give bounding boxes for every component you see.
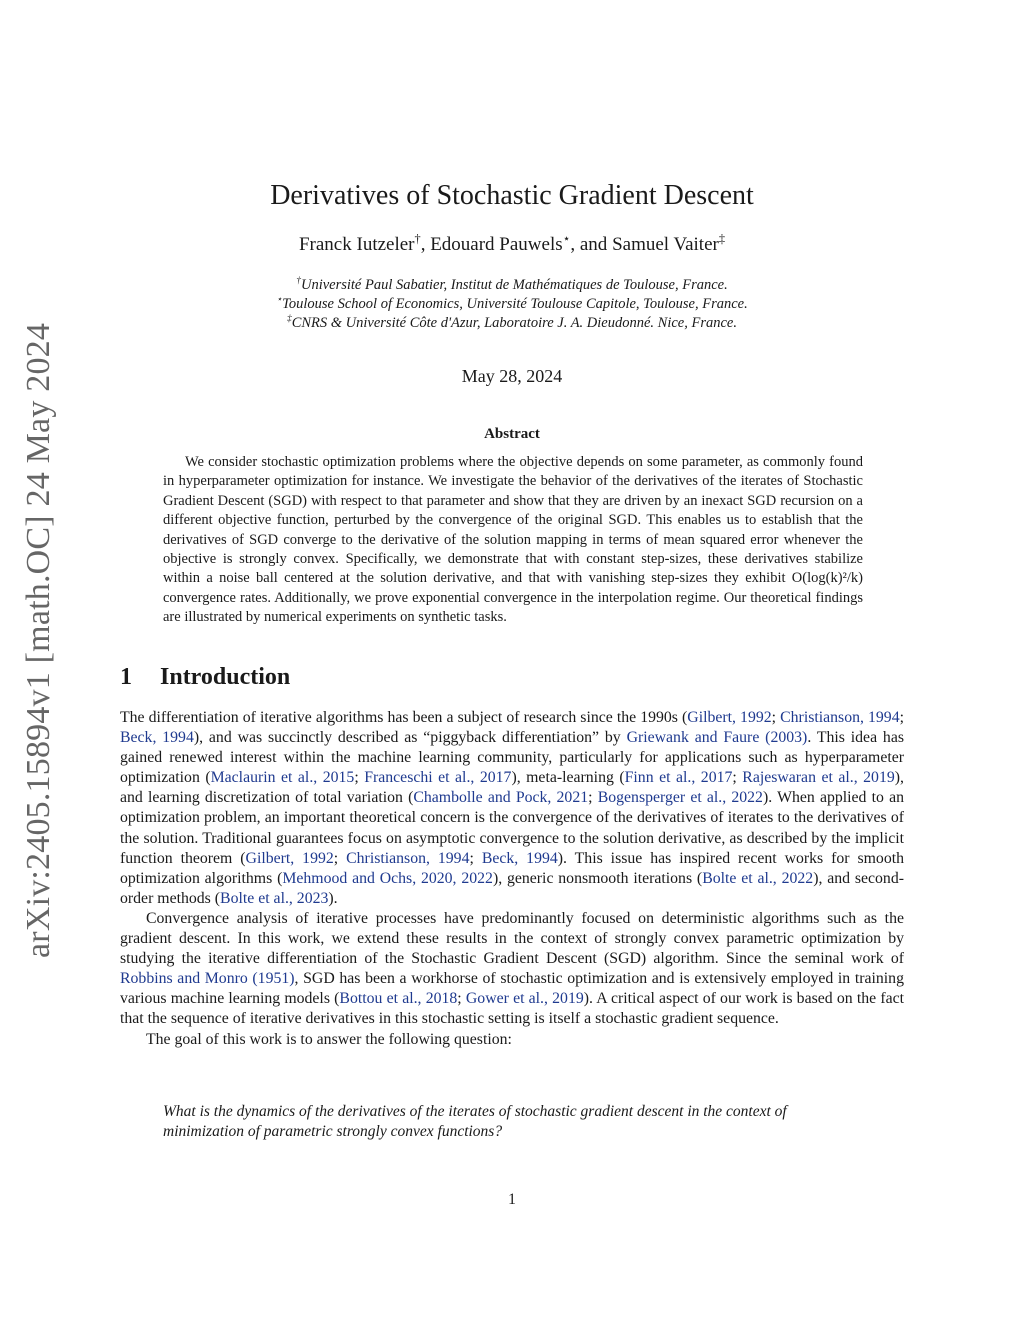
citation-link[interactable]: Beck, 1994 [481,849,558,867]
citation-link[interactable]: Bolte et al., 2022 [702,869,814,887]
text-run: ). When applied to an optimization problem, an important theoretical concern is the convergence of the derivatives of iterates to the derivatives of the solution. Traditional guarantees focus on asymptotic convergence to the solution derivative, as described by the implicit function theorem ( [120,789,904,867]
text-run: ), and was succinctly described as “piggyback differentiation” by [193,729,627,747]
author-3-mark: ‡ [718,231,725,246]
text-run: ; [354,769,365,787]
citation-link[interactable]: Finn et al., 2017 [624,769,733,787]
paragraph-1 [120,708,904,909]
affiliation-text: Toulouse School of Economics, Université Toulouse Capitole, Toulouse, France. [282,296,748,312]
arxiv-sidebar-stamp: arXiv:2405.15894v1 [math.OC] 24 May 2024 [20,322,57,958]
text-run: Convergence analysis of iterative processes have predominantly focused on deterministic algorithms such as the gradient descent. In this work, we extend these results in the context of strongly convex parametric optimization by studying the iterative differentiation of the Stochastic Gradient Descent (SGD) algorithm. Since the seminal work of [120,909,904,968]
affiliation-mark: ‡ [286,314,292,325]
paper-date: May 28, 2024 [461,366,563,386]
paragraph-3: The goal of this work is to answer the following question: [146,1030,512,1048]
affiliation [0,295,1024,314]
section-body [120,708,904,1050]
text-run: ). [328,889,338,907]
text-run: ), and second-order methods ( [120,869,904,907]
citation-link[interactable]: Gower et al., 2019 [465,990,584,1008]
citation-link[interactable]: Bogensperger et al., 2022 [597,789,763,807]
section-title: Introduction [160,664,291,690]
text-run: ), meta-learning ( [511,769,625,787]
affiliation [0,276,1024,295]
citation-link[interactable]: Maclaurin et al., 2015 [210,769,355,787]
section-number: 1 [120,664,132,690]
citation-link[interactable]: Rajeswaran et al., 2019 [742,769,895,787]
citation-link[interactable]: Bolte et al., 2023 [220,889,329,907]
text-run: ; [771,709,781,726]
text-run: , SGD has been a workhorse of stochastic optimization and is extensively employed in training various machine learning models ( [120,970,904,1008]
citation-link[interactable]: Gilbert, 1992 [245,849,334,867]
citation-link[interactable]: Christianson, 1994 [346,849,470,867]
page-number: 1 [508,1191,516,1208]
text-run: ; [732,769,743,787]
citation-link[interactable]: Robbins and Monro (1951) [120,970,295,988]
text-run: ), and learning discretization of total variation ( [120,769,904,807]
abstract-heading: Abstract [484,426,540,442]
text-run: ; [899,709,904,726]
affiliation-mark: ⋆ [276,295,283,306]
citation-link[interactable]: Franceschi et al., 2017 [364,769,512,787]
text-run: ; [469,849,482,867]
author-1-mark: † [414,231,421,246]
paragraph-2 [120,909,904,1030]
paper-title: Derivatives of Stochastic Gradient Descent [270,180,754,211]
citation-link[interactable]: Bottou et al., 2018 [339,990,458,1008]
citation-link[interactable]: Beck, 1994 [120,729,194,747]
section-heading [120,664,290,691]
research-question: What is the dynamics of the derivatives of the iterates of stochastic gradient descent in the context of minimization of parametric strongly convex functions? [163,1103,787,1140]
text-run: ; [588,789,598,807]
citation-link[interactable]: Chambolle and Pock, 2021 [413,789,589,807]
citation-link[interactable]: Gilbert, 1992 [687,709,772,726]
abstract-text: We consider stochastic optimization problems where the objective depends on some parameter, as commonly found in hyperparameter optimization for instance. We investigate the behavior of the derivatives of the iterates of Stochastic Gradient Descent (SGD) with respect to that parameter and show that they are driven by an inexact SGD recursion on a different objective function, perturbed by the convergence of the original SGD. This enables us to establish that the derivatives of SGD converge to the derivative of the solution mapping in terms of mean squared error whenever the objective is strongly convex. Specifically, we demonstrate that with constant step-sizes, these derivatives stabilize within a noise ball centered at the solution derivative, and that with vanishing step-sizes they exhibit O(log(k)²/k) convergence rates. Additionally, we prove exponential convergence in the interpolation regime. Our theoretical findings are illustrated by numerical experiments on synthetic tasks. [163,454,863,626]
citation-link[interactable]: Griewank and Faure (2003) [626,729,808,747]
affiliation-text: Université Paul Sabatier, Institut de Mathématiques de Toulouse, France. [300,277,728,293]
text-run: ). This issue has inspired recent works for smooth optimization algorithms ( [120,849,905,887]
affiliation [0,314,1024,333]
text-run: The differentiation of iterative algorithms has been a subject of research since the 1990s ( [120,709,688,726]
author-2-mark: ⋆ [562,231,571,246]
text-run: . This idea has gained renewed interest within the machine learning community, particularly for applications such as hyperparameter optimization ( [120,729,904,787]
text-run: ; [457,990,466,1008]
citation-link[interactable]: Mehmood and Ochs, 2020, 2022 [282,869,493,887]
affiliation-mark: † [296,276,301,287]
text-run: ). A critical aspect of our work is based on the fact that the sequence of iterative derivatives in this stochastic setting is itself a stochastic gradient sequence. [120,990,904,1028]
affiliation-text: CNRS & Université Côte d'Azur, Laboratoire J. A. Dieudonné. Nice, France. [291,315,737,331]
author-2: Edouard Pauwels [430,234,563,255]
affiliations [0,276,1024,333]
author-3: Samuel Vaiter [612,234,719,255]
text-run: ; [333,849,347,867]
author-list: Franck Iutzeler†, Edouard Pauwels⋆, and Samuel Vaiter‡ [298,231,725,255]
citation-link[interactable]: Christianson, 1994 [780,709,900,726]
author-1: Franck Iutzeler [298,234,415,255]
text-run: ), generic nonsmooth iterations ( [492,869,703,887]
